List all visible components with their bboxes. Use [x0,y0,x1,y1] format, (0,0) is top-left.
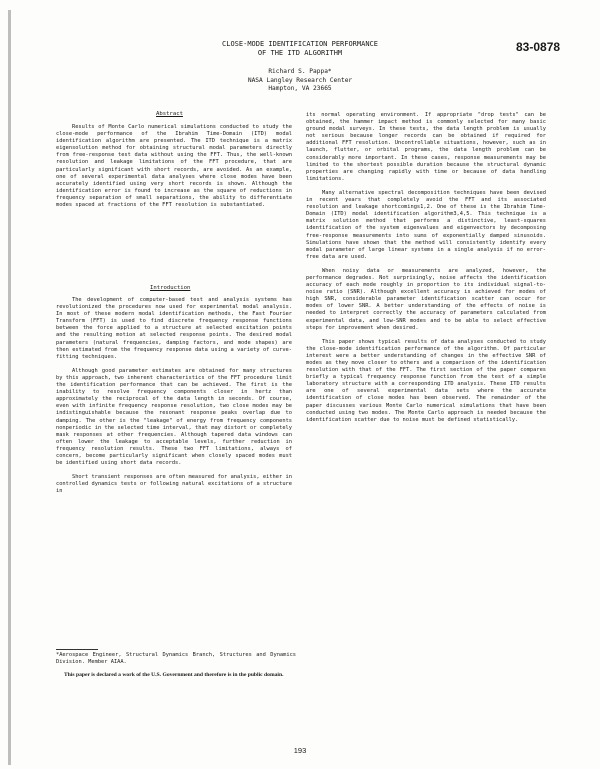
introduction-body [56,297,292,502]
scan-edge-rule [8,10,11,765]
paper-title-line1: CLOSE-MODE IDENTIFICATION PERFORMANCE [222,40,378,48]
right-paragraph-2: Many alternative spectral decomposition techniques have been devised in recent years that completely avoid the FFT and its associated resolution and leakage shortcomings1,2. One of these is the Ibrahim Time-Domain (ITD) modal identification algorithm3,4,5. This technique is a matrix solution method that performs a distinctive, least-squares identification of the system eigenvalues and eigenvectors by decomposing free-response measurements into sums of exponentially damped sinusoids. Simulations have shown that the method will consistently identify every modal parameter of large linear systems in a single analysis if no error-free data are used. [306,189,546,260]
right-paragraph-1: its normal operating environment. If appropriate "drop tests" can be obtained, the hammer impact method is commonly selected for many basic ground modal surveys. In these tests, the data length problem is usually not serious because longer records can be obtained if required for additional FFT resolution. Uncontrollable situations, however, such as in launch, flutter, or orbital programs, the data length problem can be considerably more important. In these cases, response measurements may be limited to the shortest possible duration because the structural dynamic properties are changing rapidly with time or because of data handling limitations. [306,112,546,182]
abstract-heading: Abstract [156,111,183,117]
intro-paragraph-3: Short transient responses are often measured for analysis, either in controlled dynamics tests or following natural excitations of a structure in [56,474,292,495]
author-location: Hampton, VA 23665 [268,85,332,92]
right-paragraph-4: This paper shows typical results of data analyses conducted to study the close-mode identification performance of the algorithm. Of particular interest were a better understanding of changes in the effective SNR of modes as they move closer to others and a comparison of the identification resolution with that of the FFT. The first section of the paper compares briefly a typical frequency response function from the test of a simple laboratory structure with a corresponding ITD analysis. These ITD results are one of several experimental data sets where the accurate identification of close modes has been observed. The remainder of the paper discusses various Monte Carlo numerical simulations that have been conducted using two modes. The Monte Carlo approach is needed because the identification scatter due to noise must be defined statistically. [306,338,546,423]
abstract-paragraph: Results of Monte Carlo numerical simulations conducted to study the close-mode performance of the Ibrahim Time-Domain (ITD) modal identification algorithm are presented. The ITD technique is a matrix eigensolution method for obtaining structural modal parameters directly from free-response test data without using the FFT. Thus, the well-known resolution and leakage limitations of the FFT procedure, that are particularly significant with short records, are avoided. As an example, one of several experimental data analyses where close modes have been accurately identified using very short records is shown. Although the identification error is found to increase as the square of reductions in frequency separation of small separations, the ability to differentiate modes spaced at fractions of the FFT resolution is substantiated. [56,124,292,209]
intro-paragraph-1: The development of computer-based test and analysis systems has revolutionized the procedures now used for experimental modal analysis. In most of these modern modal identification methods, the Fast Fourier Transform (FFT) is used to find discrete frequency response functions between the force applied to a structure at selected excitation points and the resulting motion at selected response points. The desired modal parameters (natural frequencies, damping factors, and mode shapes) are then estimated from the frequency response data using a variety of curve-fitting techniques. [56,297,292,360]
paper-title-line2: OF THE ITD ALGORITHM [257,49,343,57]
footnote-rule [56,649,98,650]
author-block [150,68,450,94]
right-column-body [306,112,546,431]
paper-id: 83-0878 [516,40,561,54]
page-number: 193 [293,746,307,755]
author-name: Richard S. Pappa* [268,68,332,75]
author-footnote: *Aerospace Engineer, Structural Dynamics Branch, Structures and Dynamics Division. Member AIAA. [56,652,296,666]
public-domain-notice: This paper is declared a work of the U.S. Government and therefore is in the public domain. [64,672,284,678]
abstract-body [56,124,292,216]
introduction-heading: Introduction [150,285,191,291]
right-paragraph-3: When noisy data or measurements are analyzed, however, the performance degrades. Not surprisingly, noise affects the identification accuracy of each mode roughly in proportion to its individual signal-to-noise ratio (SNR). Although excellent accuracy is achieved for modes of high SNR, considerable parameter identification scatter can occur for modes of lower SNR. A better understanding of the effects of noise is needed to interpret correctly the accuracy of parameters calculated from experimental data, and low-SNR modes and to be able to select effective steps for improvement when desired. [306,267,546,331]
intro-paragraph-2: Although good parameter estimates are obtained for many structures by this approach, two inherent characteristics of the FFT procedure limit the identification performance that can be achieved. The first is the inability to resolve frequency components closer in hertz than approximately the reciprocal of the data length in seconds. Of course, even with infinite frequency response resolution, two close modes may be indistinguishable because the resonant response peaks overlap due to damping. The other is the "leakage" of energy from frequency components nonperiodic in the selected time interval, that may distort or completely mask responses at other frequencies. Although tapered data windows can often lower the leakage to acceptable levels, further reduction in frequency resolution results. These two FFT limitations, always of concern, become particularly significant when closely spaced modes must be identified using short data records. [56,367,292,467]
author-affiliation: NASA Langley Research Center [247,76,353,84]
